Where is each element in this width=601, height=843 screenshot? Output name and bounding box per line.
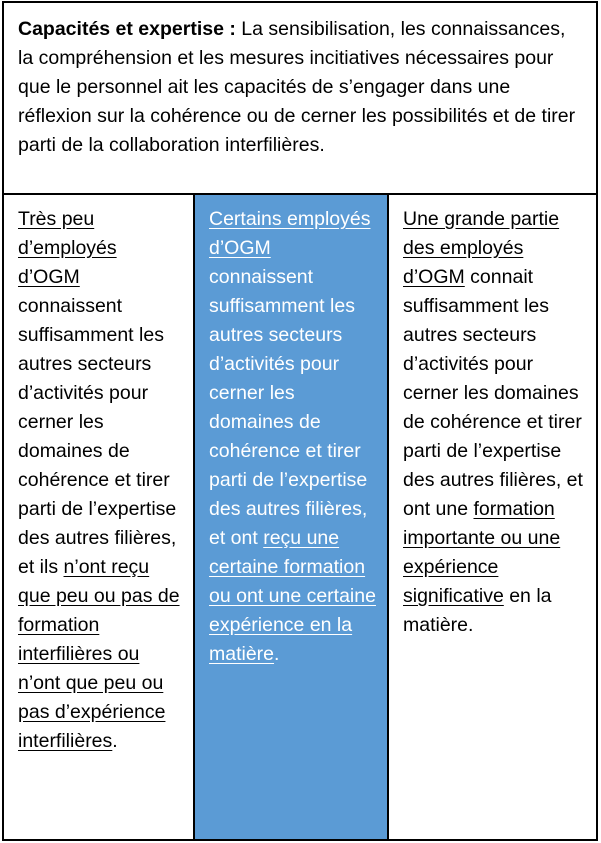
level-medium-end: .	[274, 643, 280, 665]
header-title: Capacités et expertise :	[18, 18, 236, 40]
level-high-end: en la matière.	[403, 585, 552, 636]
capacity-rubric-table	[2, 1, 598, 841]
header-cell	[4, 3, 596, 195]
level-high-body: connait suffisamment les autres secteurs d’activités pour cerner les domaines de cohérence et tirer parti de l’expertise des autres filières, et ont une	[403, 266, 583, 520]
level-low-cell	[4, 195, 195, 839]
level-medium-lead: Certains employés d’OGM	[209, 208, 371, 259]
level-low-end: .	[112, 730, 118, 752]
level-low-body: connaissent suffisamment les autres secteurs d’activités pour cerner les domaines de cohérence et tirer parti de l’expertise des autres filières, et ils	[18, 295, 177, 578]
level-medium-body: connaissent suffisamment les autres secteurs d’activités pour cerner les domaines de cohérence et tirer parti de l’expertise des autres filières, et ont	[209, 266, 368, 549]
level-medium-emphasis: reçu une certaine formation ou ont une certaine expérience en la matière	[209, 527, 376, 665]
level-low-emphasis: n’ont reçu que peu ou pas de formation interfilières ou n’ont que peu ou pas d’expérience interfilières	[18, 556, 180, 752]
level-high-emphasis: formation importante ou une expérience significative	[403, 498, 561, 607]
level-high-lead: Une grande partie des employés d’OGM	[403, 208, 560, 288]
level-low-lead: Très peu d’employés d’OGM	[18, 208, 117, 288]
level-medium-cell	[195, 195, 389, 839]
header-description: La sensibilisation, les connaissances, la compréhension et les mesures incitiatives nécessaires pour que le personnel ait les capacités de s’engager dans une réflexion sur la cohérence ou de cerner les possibilités et de tirer parti de la collaboration interfilières.	[18, 18, 576, 156]
level-high-cell	[389, 195, 596, 839]
